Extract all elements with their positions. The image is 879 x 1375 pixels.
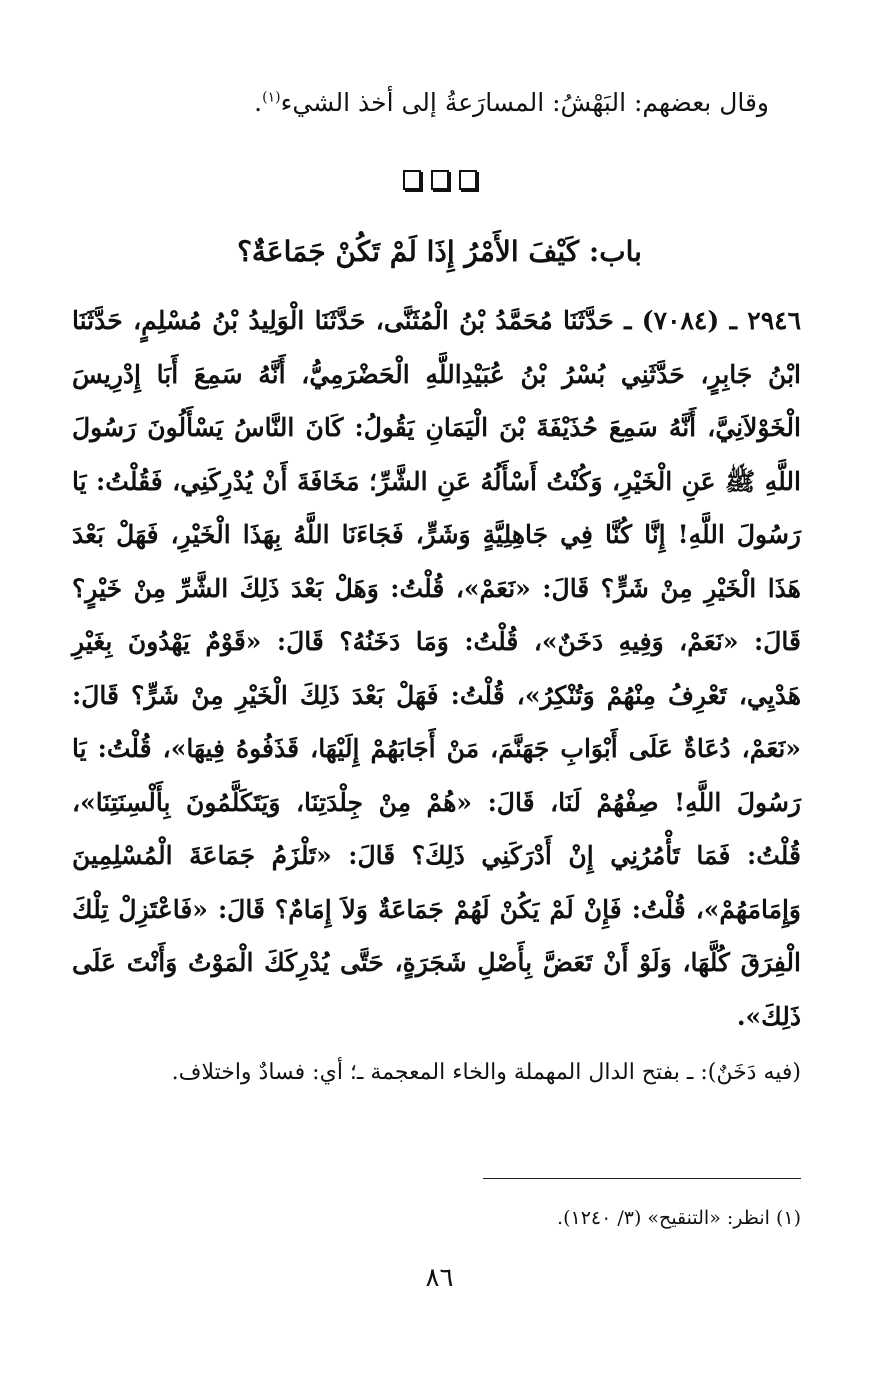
chapter-title: كَيْفَ الأَمْرُ إِذَا لَمْ تَكُنْ جَمَاعَةٌ؟ bbox=[237, 235, 580, 268]
intro-line bbox=[110, 78, 769, 128]
footnote-reference[interactable]: (١) bbox=[262, 89, 281, 106]
separator-square-icon bbox=[403, 170, 421, 190]
page-number: ٨٦ bbox=[425, 1263, 454, 1293]
separator-square-icon bbox=[459, 170, 477, 190]
chapter-heading bbox=[0, 222, 879, 282]
section-separator bbox=[0, 170, 879, 190]
commentary-paragraph: (فيه دَخَنٌ): ـ بفتح الدال المهملة والخاء المعجمة ـ؛ أي: فسادٌ واختلاف. bbox=[171, 1060, 801, 1085]
chapter-label: باب: bbox=[588, 235, 642, 268]
separator-square-icon bbox=[431, 170, 449, 190]
footnote: (١) انظر: «التنقيح» (٣/ ١٢٤٠). bbox=[557, 1207, 801, 1229]
footnote-divider bbox=[483, 1178, 801, 1179]
intro-text: وقال بعضهم: البَهْشُ: المسارَعةُ إلى أخذ الشيء bbox=[280, 88, 769, 117]
intro-end: . bbox=[254, 88, 263, 117]
hadith-paragraph: ٢٩٤٦ ـ (٧٠٨٤) ـ حَدَّثَنَا مُحَمَّدُ بْنُ الْمُثَنَّى، حَدَّثَنَا الْوَلِيدُ بْنُ مُسْلِمٍ، حَدَّثَنَا ابْنُ جَابِرٍ، حَدَّثَنِي بُسْرُ بْنُ عُبَيْدِاللَّهِ الْحَضْرَمِيُّ، أَنَّهُ سَمِعَ أَبَا إِدْرِيسَ الْخَوْلاَنِيَّ، أَنَّهُ سَمِعَ حُذَيْفَةَ بْنَ الْيَمَانِ يَقُولُ: كَانَ النَّاسُ يَسْأَلُونَ رَسُولَ اللَّهِ ﷺ عَنِ الْخَيْرِ، وَكُنْتُ أَسْأَلُهُ عَنِ الشَّرِّ؛ مَخَافَةَ أَنْ يُدْرِكَنِي، فَقُلْتُ: يَا رَسُولَ اللَّهِ! إِنَّا كُنَّا فِي جَاهِلِيَّةٍ وَشَرٍّ، فَجَاءَنَا اللَّهُ بِهَذَا الْخَيْرِ، فَهَلْ بَعْدَ هَذَا الْخَيْرِ مِنْ شَرٍّ؟ قَالَ: «نَعَمْ»، قُلْتُ: وَهَلْ بَعْدَ ذَلِكَ الشَّرِّ مِنْ خَيْرٍ؟ قَالَ: «نَعَمْ، وَفِيهِ دَخَنٌ»، قُلْتُ: وَمَا دَخَنُهُ؟ قَالَ: «قَوْمٌ يَهْدُونَ بِغَيْرِ هَدْيِي، تَعْرِفُ مِنْهُمْ وَتُنْكِرُ»، قُلْتُ: فَهَلْ بَعْدَ ذَلِكَ الْخَيْرِ مِنْ شَرٍّ؟ قَالَ: «نَعَمْ، دُعَاةٌ عَلَى أَبْوَابِ جَهَنَّمَ، مَنْ أَجَابَهُمْ إِلَيْهَا، قَذَفُوهُ فِيهَا»، قُلْتُ: يَا رَسُولَ اللَّهِ! صِفْهُمْ لَنَا، قَالَ: «هُمْ مِنْ جِلْدَتِنَا، وَيَتَكَلَّمُونَ بِأَلْسِنَتِنَا»، قُلْتُ: فَمَا تَأْمُرُنِي إِنْ أَدْرَكَنِي ذَلِكَ؟ قَالَ: «تَلْزَمُ جَمَاعَةَ الْمُسْلِمِينَ وَإِمَامَهُمْ»، قُلْتُ: فَإِنْ لَمْ يَكُنْ لَهُمْ جَمَاعَةٌ وَلاَ إِمَامٌ؟ قَالَ: «فَاعْتَزِلْ تِلْكَ الْفِرَقَ كُلَّهَا، وَلَوْ أَنْ تَعَضَّ بِأَصْلِ شَجَرَةٍ، حَتَّى يُدْرِكَكَ الْمَوْتُ وَأَنْتَ عَلَى ذَلِكَ». bbox=[72, 306, 802, 1031]
